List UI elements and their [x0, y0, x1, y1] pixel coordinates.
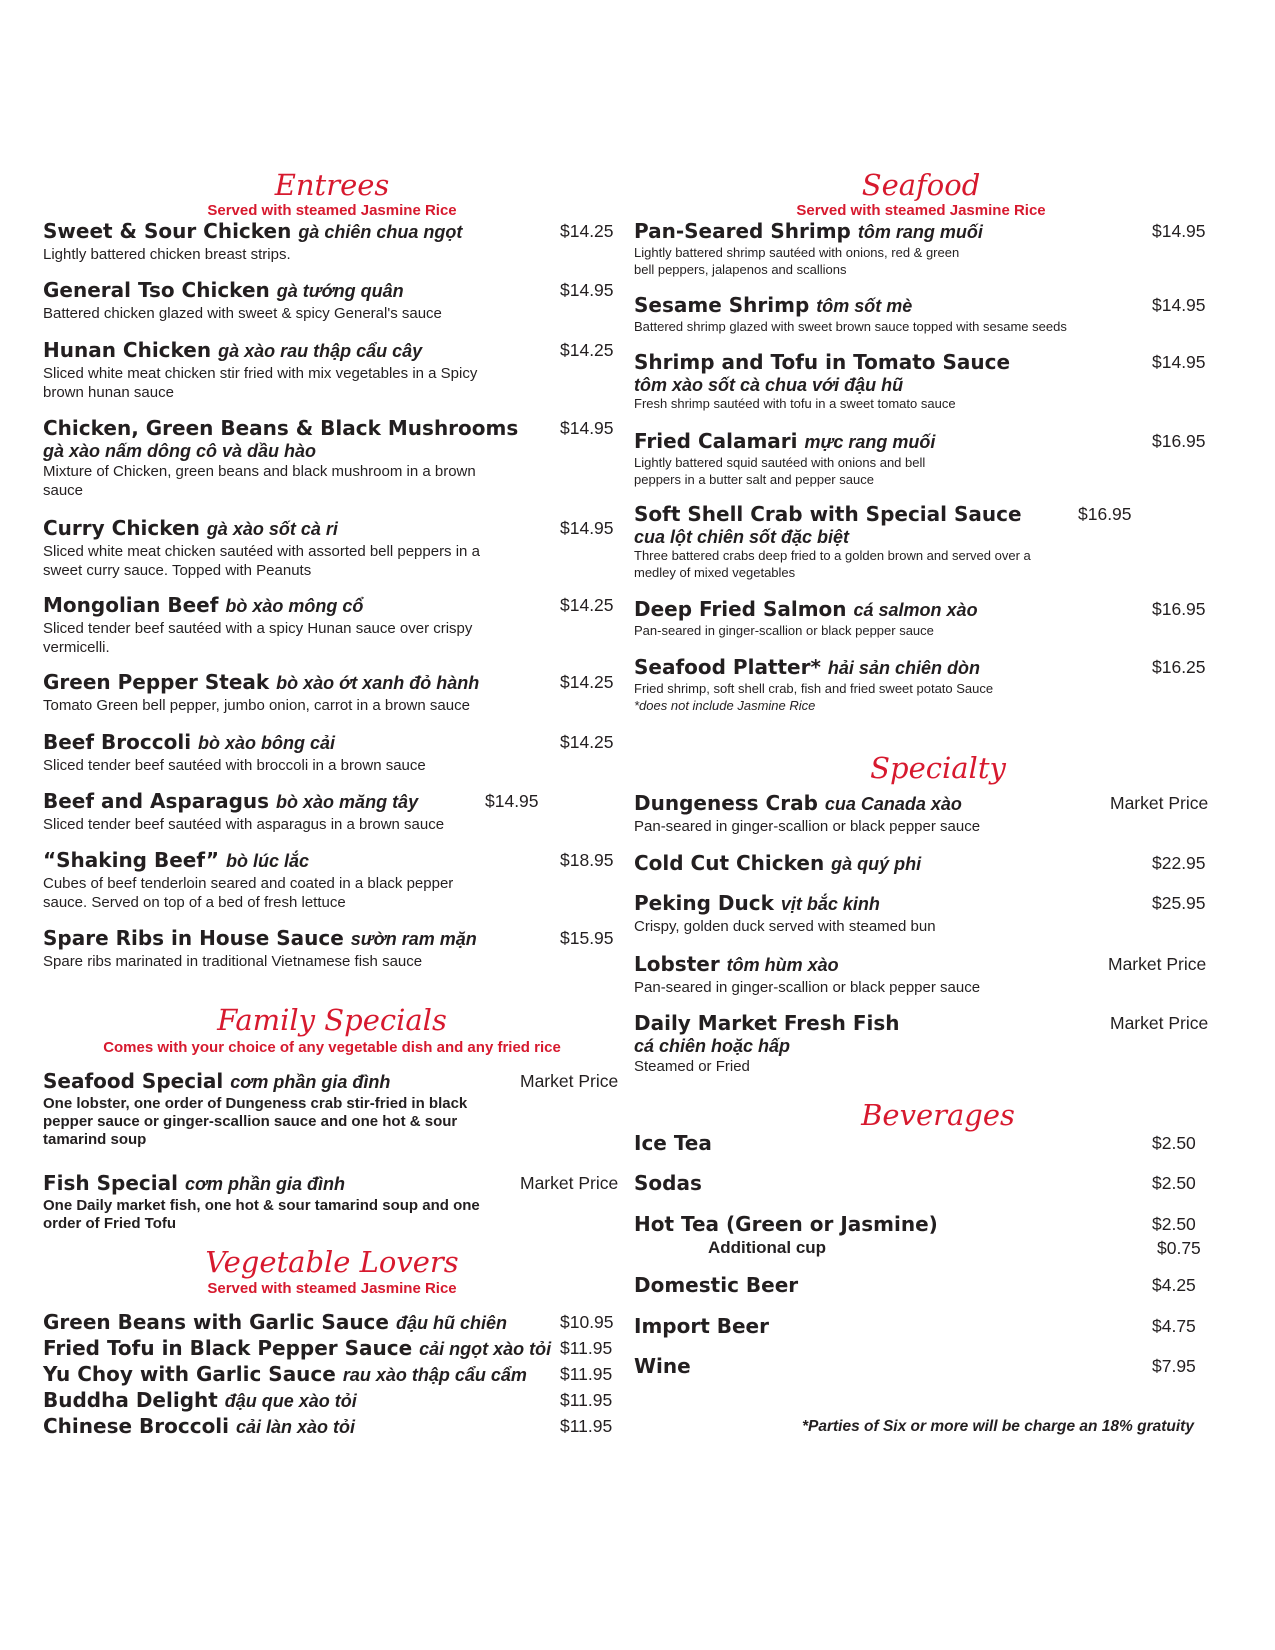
- item-vietnamese-name: rau xào thập cẩu cẩm: [342, 1365, 527, 1385]
- menu-item: [43, 592, 513, 657]
- menu-item: [43, 729, 573, 775]
- item-name: Sesame Shrimp: [634, 293, 810, 317]
- item-note: *does not include Jasmine Rice: [634, 697, 816, 713]
- entrees-title: Entrees: [274, 168, 390, 202]
- beverage-name: Domestic Beer: [634, 1273, 799, 1297]
- item-description: Sliced tender beef sautéed with asparagus in a brown sauce: [43, 816, 445, 833]
- menu-item: [634, 890, 1104, 936]
- item-price: $16.25: [1152, 657, 1206, 677]
- item-description: Lightly battered squid sautéed with onions and bell peppers in a butter salt and pepper sauce: [634, 455, 926, 487]
- beverage-price: $7.95: [1152, 1356, 1196, 1376]
- item-price: $14.95: [560, 418, 614, 438]
- item-price: $14.95: [1152, 352, 1206, 372]
- item-price: Market Price: [1110, 793, 1209, 813]
- item-vietnamese-name: cơm phần gia đình: [184, 1174, 346, 1194]
- specialty-title: Specialty: [870, 751, 1006, 785]
- menu-item: [43, 1413, 355, 1440]
- item-description: Fried shrimp, soft shell crab, fish and fried sweet potato Sauce: [634, 681, 994, 696]
- item-name: Spare Ribs in House Sauce: [43, 926, 344, 950]
- item-price: Market Price: [520, 1071, 619, 1091]
- item-name: Fried Tofu in Black Pepper Sauce: [43, 1336, 413, 1360]
- item-description: Pan-seared in ginger-scallion or black pepper sauce: [634, 623, 934, 638]
- beverages-title: Beverages: [861, 1098, 1015, 1132]
- beverage-price: $4.75: [1152, 1316, 1196, 1336]
- item-name: Hunan Chicken: [43, 338, 212, 362]
- item-description: Crispy, golden duck served with steamed bun: [634, 918, 936, 935]
- vegetable-lovers-title: Vegetable Lovers: [205, 1245, 459, 1279]
- item-price: $25.95: [1152, 893, 1206, 913]
- item-vietnamese-name: gà xào nấm dông cô và dầu hào: [43, 441, 317, 461]
- item-vietnamese-name: cua Canada xào: [824, 794, 962, 814]
- family-specials-subtitle: Comes with your choice of any vegetable dish and any fried rice: [103, 1039, 561, 1056]
- seafood-subtitle: Served with steamed Jasmine Rice: [796, 202, 1046, 219]
- menu-item: [43, 925, 573, 971]
- item-price: $14.95: [1152, 221, 1206, 241]
- menu-item: [43, 1309, 507, 1336]
- item-vietnamese-name: gà tướng quân: [276, 281, 404, 301]
- item-name: Sweet & Sour Chicken: [43, 219, 292, 243]
- vegetable-lovers-subtitle: Served with steamed Jasmine Rice: [207, 1280, 457, 1297]
- item-name: Soft Shell Crab with Special Sauce: [634, 502, 1022, 526]
- item-price: Market Price: [520, 1173, 619, 1193]
- menu-item: [634, 951, 1104, 997]
- item-description: Cubes of beef tenderloin seared and coated in a black pepper sauce. Served on top of a bed of fresh lettuce: [43, 875, 454, 911]
- menu-item: [43, 1335, 551, 1362]
- item-price: $22.95: [1152, 853, 1206, 873]
- item-vietnamese-name: tôm sốt mè: [816, 296, 913, 316]
- beverage-name: Sodas: [634, 1171, 702, 1195]
- item-vietnamese-name: cá salmon xào: [853, 600, 978, 620]
- item-vietnamese-name: bò xào măng tây: [276, 792, 419, 812]
- item-description: Sliced tender beef sautéed with a spicy Hunan sauce over crispy vermicelli.: [43, 620, 473, 656]
- menu-item: [43, 1170, 483, 1233]
- item-vietnamese-name: hải sản chiên dòn: [827, 658, 980, 678]
- item-name: Shrimp and Tofu in Tomato Sauce: [634, 350, 1011, 374]
- item-price: $18.95: [560, 850, 614, 870]
- item-description: Sliced white meat chicken stir fried with mix vegetables in a Spicy brown hunan sauce: [43, 365, 478, 401]
- item-description: Sliced white meat chicken sautéed with assorted bell peppers in a sweet curry sauce. Topped with Peanuts: [43, 543, 480, 579]
- item-name: Dungeness Crab: [634, 791, 818, 815]
- item-vietnamese-name: bò xào bông cải: [198, 733, 336, 753]
- item-price: $14.25: [560, 221, 614, 241]
- item-name: Curry Chicken: [43, 516, 200, 540]
- menu-item: [43, 277, 513, 323]
- item-vietnamese-name: gà xào sốt cà ri: [206, 519, 338, 539]
- item-price: $14.25: [560, 340, 614, 360]
- item-price: $16.95: [1152, 599, 1206, 619]
- item-price: $11.95: [560, 1416, 613, 1436]
- item-name: Peking Duck: [634, 891, 774, 915]
- item-description: Fresh shrimp sautéed with tofu in a sweet tomato sauce: [634, 396, 956, 411]
- menu-item: [634, 596, 1104, 640]
- item-name: Chicken, Green Beans & Black Mushrooms: [43, 416, 519, 440]
- item-vietnamese-name: cơm phần gia đình: [230, 1072, 391, 1092]
- item-name: Pan-Seared Shrimp: [634, 219, 851, 243]
- item-name: Green Beans with Garlic Sauce: [43, 1310, 389, 1334]
- beverage-price: $2.50: [1152, 1133, 1196, 1153]
- beverage-sub-price: $0.75: [1157, 1238, 1201, 1258]
- seafood-title: Seafood: [861, 168, 981, 202]
- item-name: General Tso Chicken: [43, 278, 270, 302]
- family-specials-title: Family Specials: [217, 1003, 447, 1037]
- item-vietnamese-name: cải làn xào tỏi: [235, 1417, 356, 1437]
- menu-item: [43, 415, 518, 500]
- menu-item: [634, 349, 1104, 413]
- menu-item: [43, 1361, 527, 1388]
- item-price: $14.95: [1152, 295, 1206, 315]
- menu-item: [43, 218, 513, 264]
- item-vietnamese-name: cải ngọt xào tỏi: [419, 1339, 552, 1359]
- item-name: Seafood Special: [43, 1069, 224, 1093]
- item-price: $14.25: [560, 595, 614, 615]
- item-vietnamese-name: bò lúc lắc: [225, 851, 310, 871]
- menu-item: [634, 428, 964, 488]
- beverage-name: Hot Tea (Green or Jasmine): [634, 1212, 938, 1236]
- item-name: Daily Market Fresh Fish: [634, 1011, 900, 1035]
- item-name: Chinese Broccoli: [43, 1414, 230, 1438]
- item-description: Tomato Green bell pepper, jumbo onion, carrot in a brown sauce: [43, 697, 470, 714]
- beverage-sub-name: Additional cup: [708, 1238, 827, 1257]
- item-price: $11.95: [560, 1364, 613, 1384]
- item-name: Yu Choy with Garlic Sauce: [43, 1362, 336, 1386]
- item-name: Fried Calamari: [634, 429, 798, 453]
- item-vietnamese-name: bò xào mông cổ: [225, 596, 364, 616]
- menu-item: [43, 1387, 357, 1414]
- item-description: Three battered crabs deep fried to a golden brown and served over a medley of mixed vegetables: [634, 548, 1031, 580]
- menu-item: [43, 1068, 483, 1149]
- item-name: Buddha Delight: [43, 1388, 218, 1412]
- item-name: Deep Fried Salmon: [634, 597, 847, 621]
- menu-item: [634, 654, 1004, 714]
- item-description: Spare ribs marinated in traditional Vietnamese fish sauce: [43, 953, 423, 970]
- item-price: $14.25: [560, 672, 614, 692]
- menu-item: [634, 218, 983, 278]
- item-price: $15.95: [560, 928, 614, 948]
- item-vietnamese-name: tôm hùm xào: [726, 955, 839, 975]
- item-description: Battered shrimp glazed with sweet brown sauce topped with sesame seeds: [634, 319, 1067, 334]
- item-price: Market Price: [1110, 1013, 1209, 1033]
- item-description: Steamed or Fried: [634, 1058, 750, 1075]
- item-vietnamese-name: sườn ram mặn: [350, 929, 477, 949]
- item-description: Sliced tender beef sautéed with broccoli in a brown sauce: [43, 757, 426, 774]
- item-vietnamese-name: tôm rang muối: [857, 222, 983, 242]
- menu-item: [634, 790, 1104, 836]
- beverage-name: Wine: [634, 1354, 691, 1378]
- menu-item: [634, 1010, 1104, 1076]
- item-description: Pan-seared in ginger-scallion or black pepper sauce: [634, 818, 981, 835]
- item-price: Market Price: [1108, 954, 1207, 974]
- item-name: Seafood Platter*: [634, 655, 821, 679]
- beverage-name: Ice Tea: [634, 1131, 712, 1155]
- item-price: $14.95: [560, 280, 614, 300]
- item-price: $11.95: [560, 1338, 613, 1358]
- menu-item: [43, 515, 513, 580]
- item-price: $11.95: [560, 1390, 613, 1410]
- item-name: Fish Special: [43, 1171, 178, 1195]
- item-name: Beef and Asparagus: [43, 789, 270, 813]
- item-vietnamese-name: đậu hũ chiên: [395, 1313, 507, 1333]
- menu-item: [43, 669, 573, 715]
- beverage-price: $4.25: [1152, 1275, 1196, 1295]
- item-vietnamese-name: đậu que xào tỏi: [224, 1391, 357, 1411]
- beverage-price: $2.50: [1152, 1173, 1196, 1193]
- beverage-price: $2.50: [1152, 1214, 1196, 1234]
- item-price: $16.95: [1078, 504, 1132, 524]
- menu-item: [634, 501, 1054, 581]
- item-vietnamese-name: cá chiên hoặc hấp: [634, 1036, 791, 1056]
- beverage-name: Import Beer: [634, 1314, 769, 1338]
- item-vietnamese-name: gà xào rau thập cẩu cây: [218, 341, 423, 361]
- item-name: Cold Cut Chicken: [634, 851, 825, 875]
- gratuity-note: *Parties of Six or more will be charge an 18% gratuity: [802, 1418, 1194, 1435]
- item-vietnamese-name: vịt bắc kinh: [780, 894, 880, 914]
- item-price: $14.95: [560, 518, 614, 538]
- item-vietnamese-name: cua lột chiên sốt đặc biệt: [634, 527, 850, 547]
- item-vietnamese-name: gà quý phi: [831, 854, 922, 874]
- item-vietnamese-name: mực rang muối: [804, 432, 936, 452]
- item-name: Lobster: [634, 952, 720, 976]
- item-name: Beef Broccoli: [43, 730, 192, 754]
- item-price: $14.95: [485, 791, 539, 811]
- entrees-subtitle: Served with steamed Jasmine Rice: [207, 202, 457, 219]
- item-name: Mongolian Beef: [43, 593, 219, 617]
- menu-item: [43, 847, 463, 912]
- item-description: Mixture of Chicken, green beans and black mushroom in a brown sauce: [43, 463, 476, 499]
- item-vietnamese-name: bò xào ớt xanh đỏ hành: [276, 673, 480, 693]
- menu-item: [634, 850, 921, 877]
- item-description: Pan-seared in ginger-scallion or black pepper sauce: [634, 979, 981, 996]
- item-vietnamese-name: tôm xào sốt cà chua với đậu hũ: [634, 375, 904, 395]
- item-vietnamese-name: gà chiên chua ngọt: [298, 222, 463, 242]
- item-description: Battered chicken glazed with sweet & spicy General's sauce: [43, 305, 442, 322]
- item-description: One Daily market fish, one hot & sour tamarind soup and one order of Fried Tofu: [43, 1197, 480, 1232]
- item-price: $14.25: [560, 732, 614, 752]
- menu-item: [43, 337, 513, 402]
- item-description: Lightly battered shrimp sautéed with onions, red & green bell peppers, jalapenos and scallions: [634, 245, 960, 277]
- item-price: $10.95: [560, 1312, 614, 1332]
- item-name: “Shaking Beef”: [43, 848, 220, 872]
- item-name: Green Pepper Steak: [43, 670, 270, 694]
- menu-item: [634, 292, 1214, 336]
- item-description: One lobster, one order of Dungeness crab stir-fried in black pepper sauce or ginger-scallion sauce and one hot & sour tamarind soup: [43, 1095, 468, 1148]
- item-description: Lightly battered chicken breast strips.: [43, 246, 291, 263]
- item-price: $16.95: [1152, 431, 1206, 451]
